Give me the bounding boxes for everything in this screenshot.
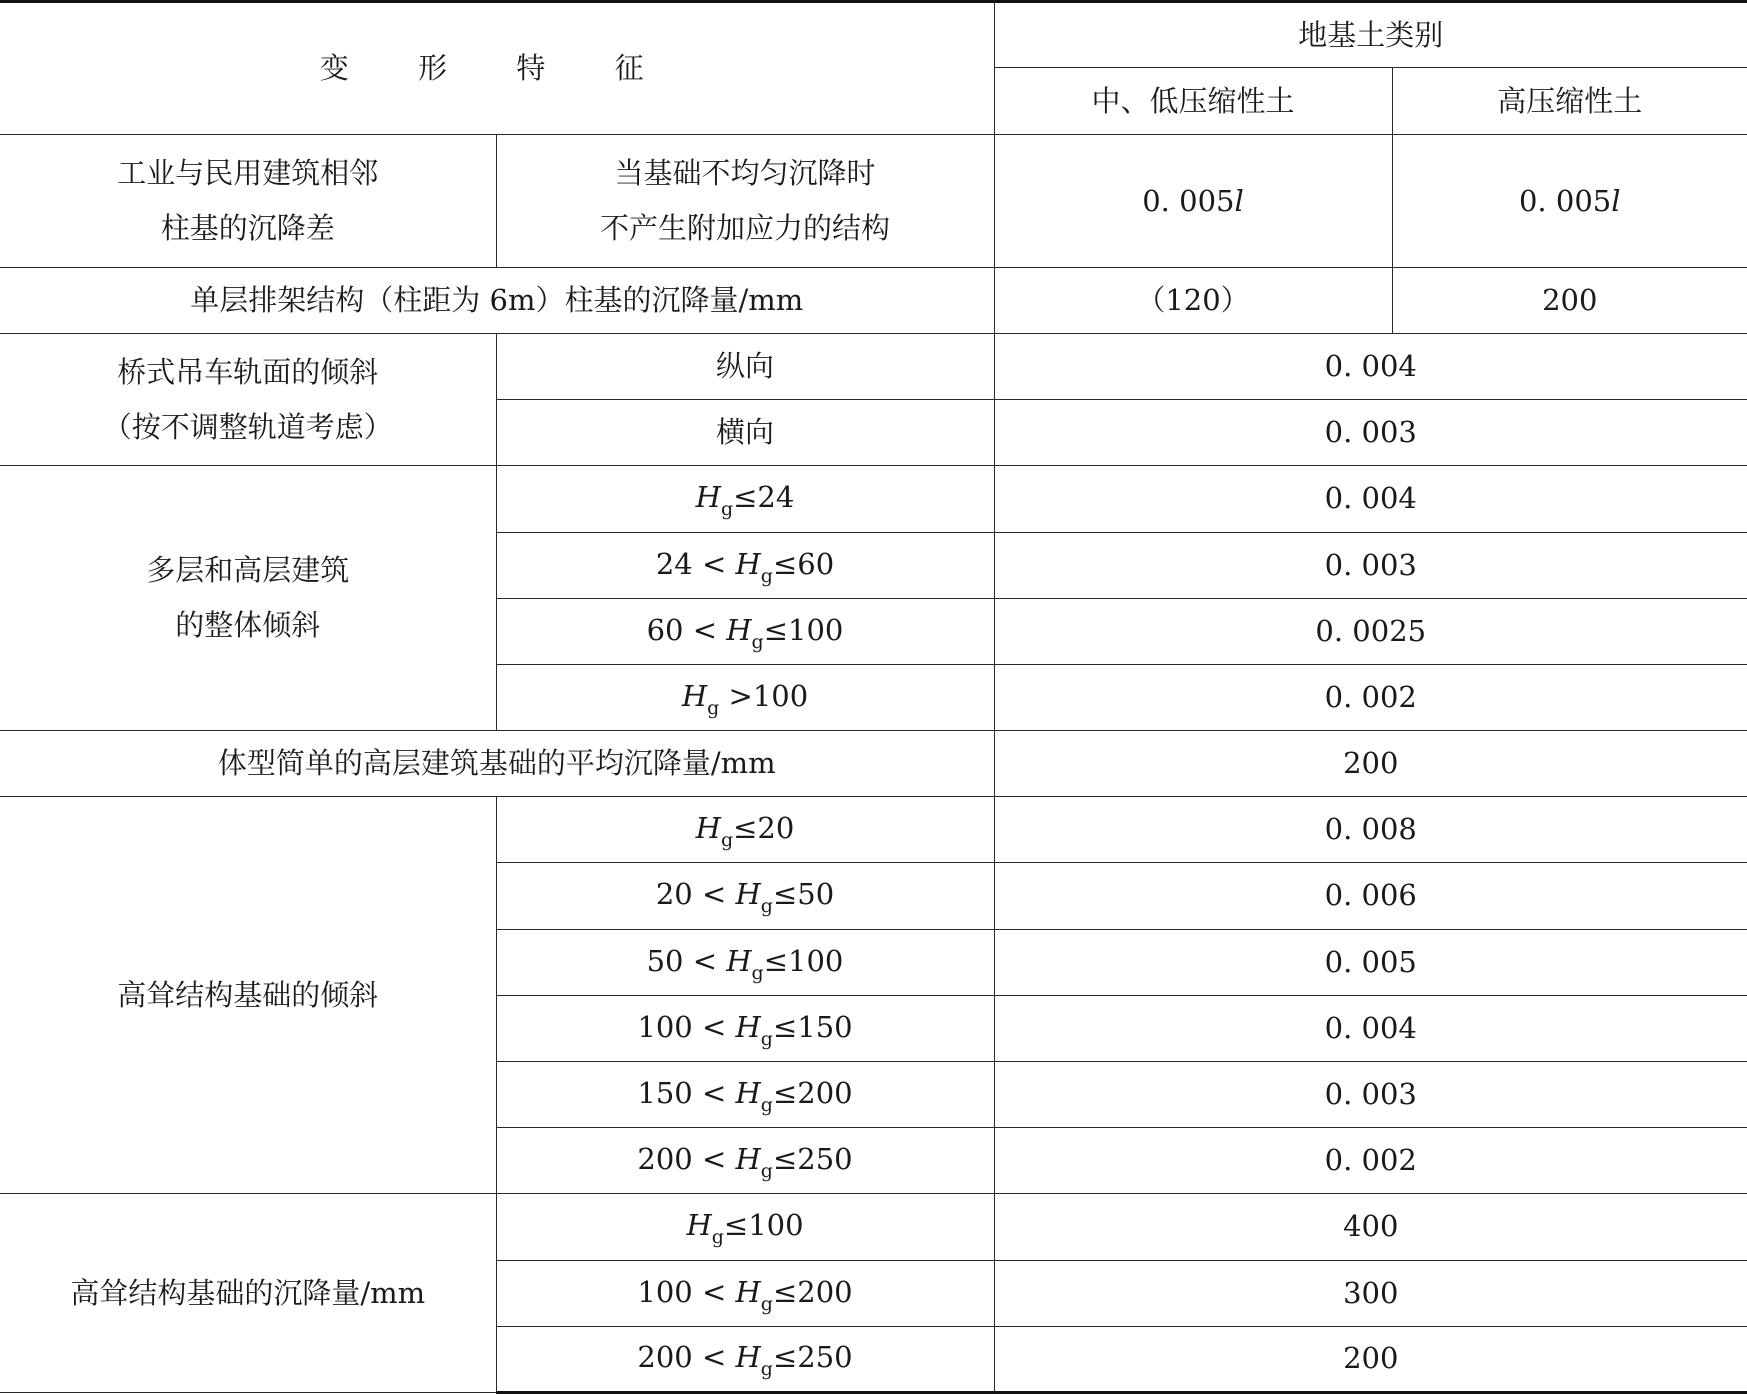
header-soil-low-mid: 中、低压缩性土 — [994, 68, 1392, 135]
row-tower-settlement-value: 200 — [994, 1326, 1747, 1392]
row-multi-storey-value: 0. 004 — [994, 466, 1747, 532]
row-multi-storey-value: 0. 0025 — [994, 598, 1747, 664]
row-adjacent-value-high: 0. 005l — [1392, 135, 1747, 267]
row-bent-label: 单层排架结构（柱距为 6m）柱基的沉降量/mm — [0, 267, 994, 333]
row-tower-settlement-label: 高耸结构基础的沉降量/mm — [0, 1194, 496, 1393]
row-bent-value-high: 200 — [1392, 267, 1747, 333]
row-bent-value-low: （120） — [994, 267, 1392, 333]
row-adjacent-label: 工业与民用建筑相邻 柱基的沉降差 — [0, 135, 496, 267]
row-multi-storey-value: 0. 002 — [994, 664, 1747, 730]
row-crane-value: 0. 004 — [994, 333, 1747, 399]
row-multi-storey-cond: $H_g\le 24$ — [496, 466, 994, 532]
row-crane-cond: 横向 — [496, 400, 994, 466]
row-tower-tilt-cond: $200 < H_g\le 250$ — [496, 1128, 994, 1194]
row-tower-settlement-cond: $200 < H_g\le 250$ — [496, 1326, 994, 1392]
row-tower-tilt-cond: $20 < H_g\le 50$ — [496, 863, 994, 929]
row-tower-settlement-value: 400 — [994, 1194, 1747, 1260]
row-tower-tilt-value: 0. 008 — [994, 797, 1747, 863]
header-soil-category: 地基土类别 — [994, 2, 1747, 68]
row-multi-storey-cond: $H_g >100$ — [496, 664, 994, 730]
row-tower-tilt-value: 0. 003 — [994, 1062, 1747, 1128]
row-multi-storey-cond: $60 < H_g\le 100$ — [496, 598, 994, 664]
row-tower-tilt-cond: $50 < H_g\le 100$ — [496, 929, 994, 995]
row-tower-tilt-value: 0. 005 — [994, 929, 1747, 995]
row-tower-tilt-value: 0. 002 — [994, 1128, 1747, 1194]
row-simple-highrise-label: 体型简单的高层建筑基础的平均沉降量/mm — [0, 731, 994, 797]
row-crane-value: 0. 003 — [994, 400, 1747, 466]
row-multi-storey-value: 0. 003 — [994, 532, 1747, 598]
row-tower-tilt-cond: $H_g\le 20$ — [496, 797, 994, 863]
row-tower-tilt-value: 0. 006 — [994, 863, 1747, 929]
row-tower-settlement-cond: $100 < H_g\le 200$ — [496, 1260, 994, 1326]
row-tower-tilt-value: 0. 004 — [994, 995, 1747, 1061]
row-crane-cond: 纵向 — [496, 333, 994, 399]
row-tower-tilt-cond: $150 < H_g\le 200$ — [496, 1062, 994, 1128]
row-tower-tilt-label: 高耸结构基础的倾斜 — [0, 797, 496, 1194]
row-multi-storey-label: 多层和高层建筑 的整体倾斜 — [0, 466, 496, 731]
header-deformation: 变 形 特 征 — [0, 2, 994, 135]
row-crane-label: 桥式吊车轨面的倾斜 （按不调整轨道考虑） — [0, 333, 496, 465]
row-tower-settlement-value: 300 — [994, 1260, 1747, 1326]
row-multi-storey-cond: $24 < H_g\le 60$ — [496, 532, 994, 598]
header-soil-high: 高压缩性土 — [1392, 68, 1747, 135]
row-tower-settlement-cond: $H_g\le 100$ — [496, 1194, 994, 1260]
row-adjacent-sub: 当基础不均匀沉降时 不产生附加应力的结构 — [496, 135, 994, 267]
row-adjacent-value-low: 0. 005l — [994, 135, 1392, 267]
row-tower-tilt-cond: $100 < H_g\le 150$ — [496, 995, 994, 1061]
row-simple-highrise-value: 200 — [994, 731, 1747, 797]
